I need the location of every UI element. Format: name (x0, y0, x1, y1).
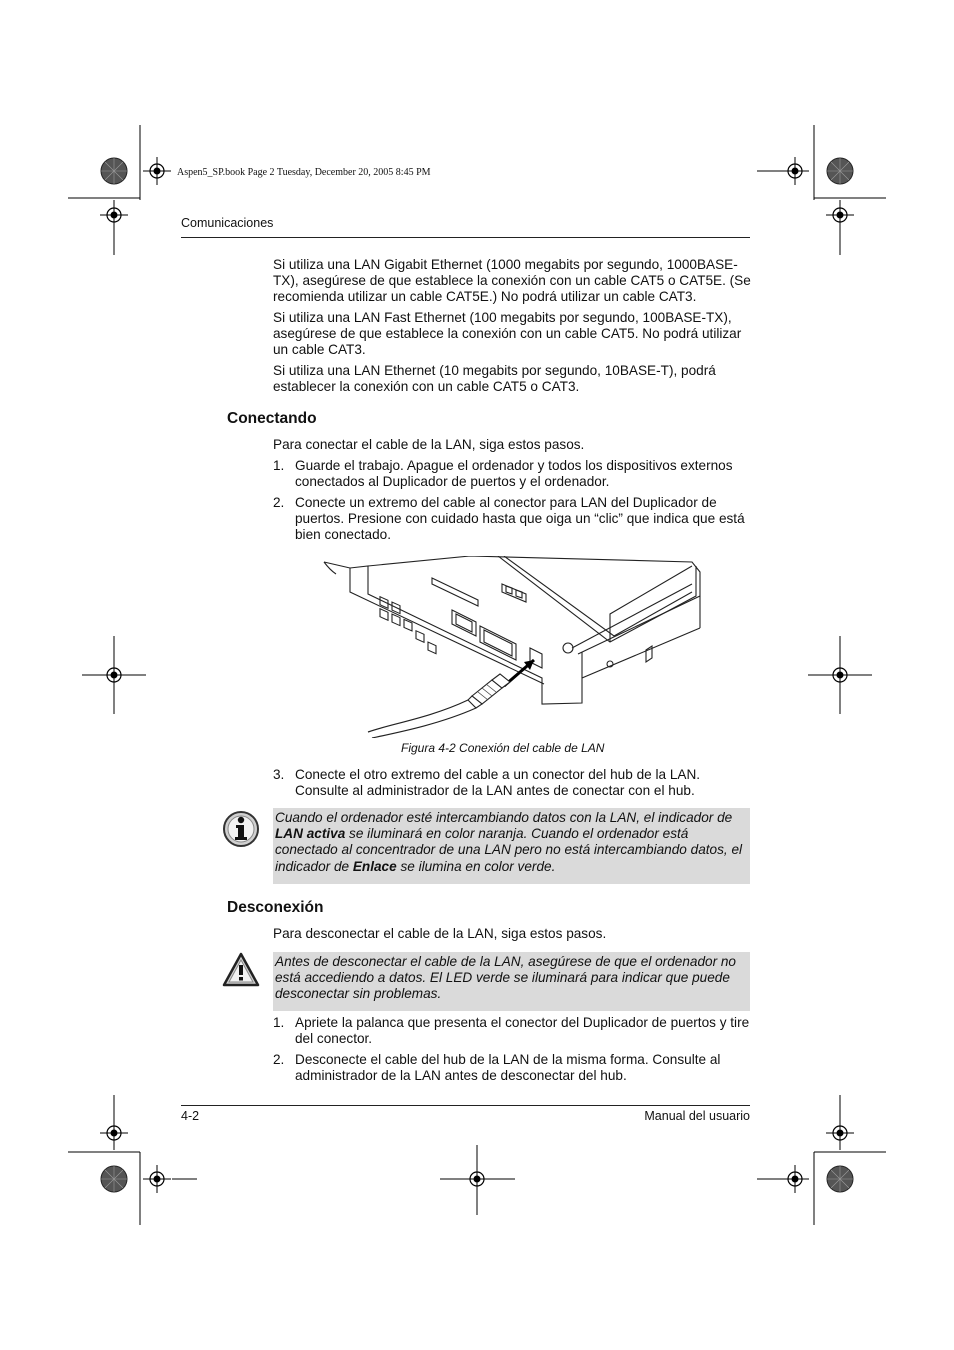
figure-caption: Figura 4-2 Conexión del cable de LAN (401, 741, 605, 755)
warning-note-text: Antes de desconectar el cable de la LAN, asegúrese de que el ordenador no está accediendo a datos. El LED verde se iluminará para indicar que puede desconectar sin problemas. (275, 954, 736, 1002)
list-item (273, 495, 753, 545)
list-text: Desconecte el cable del hub de la LAN de la misma forma. Consulte al administrador de la LAN antes de desconectar del hub. (295, 1052, 721, 1084)
footer-title: Manual del usuario (644, 1109, 750, 1123)
list-number: 3. (273, 767, 285, 782)
note-text-part: Cuando el ordenador esté intercambiando datos con la LAN, el indicador de (275, 810, 733, 825)
info-icon (222, 810, 260, 848)
header-rule (181, 237, 750, 238)
footer-rule (181, 1105, 750, 1106)
warning-note (273, 952, 750, 1011)
info-note-text (275, 810, 745, 875)
disconnecting-intro: Para desconectar el cable de la LAN, siga estos pasos. (273, 926, 607, 941)
list-text: Guarde el trabajo. Apague el ordenador y todos los dispositivos externos conectados al Duplicador de puertos y el ordenador. (295, 458, 733, 490)
list-item (273, 458, 753, 492)
list-text: Conecte el otro extremo del cable a un conector del hub de la LAN. Consulte al administrador de la LAN antes de conectar con el hub. (295, 767, 701, 799)
list-text: Apriete la palanca que presenta el conector del Duplicador de puertos y tire del conector. (295, 1015, 750, 1047)
intro-paragraph-gigabit: Si utiliza una LAN Gigabit Ethernet (1000 megabits por segundo, 1000BASE-TX), asegúrese de que establece la conexión con un cable CAT5 o CAT5E. (Se recomienda utilizar un cable CAT5E.) No podrá utilizar un cable CAT3. (273, 257, 751, 305)
lan-activa-label: LAN activa (275, 826, 346, 842)
print-info: Aspen5_SP.book Page 2 Tuesday, December 20, 2005 8:45 PM (177, 167, 431, 178)
running-header: Comunicaciones (181, 216, 274, 230)
note-text-part: se iluminará en color naranja. Cuando el ordenador está conectado al concentrador de una LAN pero no está intercambiando datos, el indicador de (275, 826, 743, 874)
section-heading-connecting: Conectando (227, 410, 317, 427)
page-number: 4-2 (181, 1109, 200, 1123)
section-heading-disconnecting: Desconexión (227, 899, 324, 916)
info-note (273, 808, 750, 884)
intro-paragraph-fast-ethernet: Si utiliza una LAN Fast Ethernet (100 megabits por segundo, 100BASE-TX), asegúrese de que establece la conexión con un cable CAT5. No podrá utilizar un cable CAT3. (273, 310, 742, 358)
connecting-intro: Para conectar el cable de la LAN, siga estos pasos. (273, 437, 585, 452)
list-item (273, 767, 753, 801)
list-text: Conecte un extremo del cable al conector para LAN del Duplicador de puertos. Presione con cuidado hasta que oiga un “clic” que indica que está bien conectado. (295, 495, 745, 543)
list-number: 2. (273, 495, 285, 510)
list-number: 1. (273, 458, 285, 473)
list-number: 2. (273, 1052, 285, 1067)
list-item (273, 1052, 753, 1086)
intro-paragraph-ethernet: Si utiliza una LAN Ethernet (10 megabits por segundo, 10BASE-T), podrá establecer la conexión con un cable CAT5 o CAT3. (273, 363, 716, 395)
list-number: 1. (273, 1015, 285, 1030)
lan-cable-connection-illustration (320, 556, 710, 738)
enlace-label: Enlace (352, 858, 397, 874)
list-item (273, 1015, 753, 1049)
note-text-part: se ilumina en color verde. (396, 858, 556, 874)
warning-icon (222, 952, 260, 988)
